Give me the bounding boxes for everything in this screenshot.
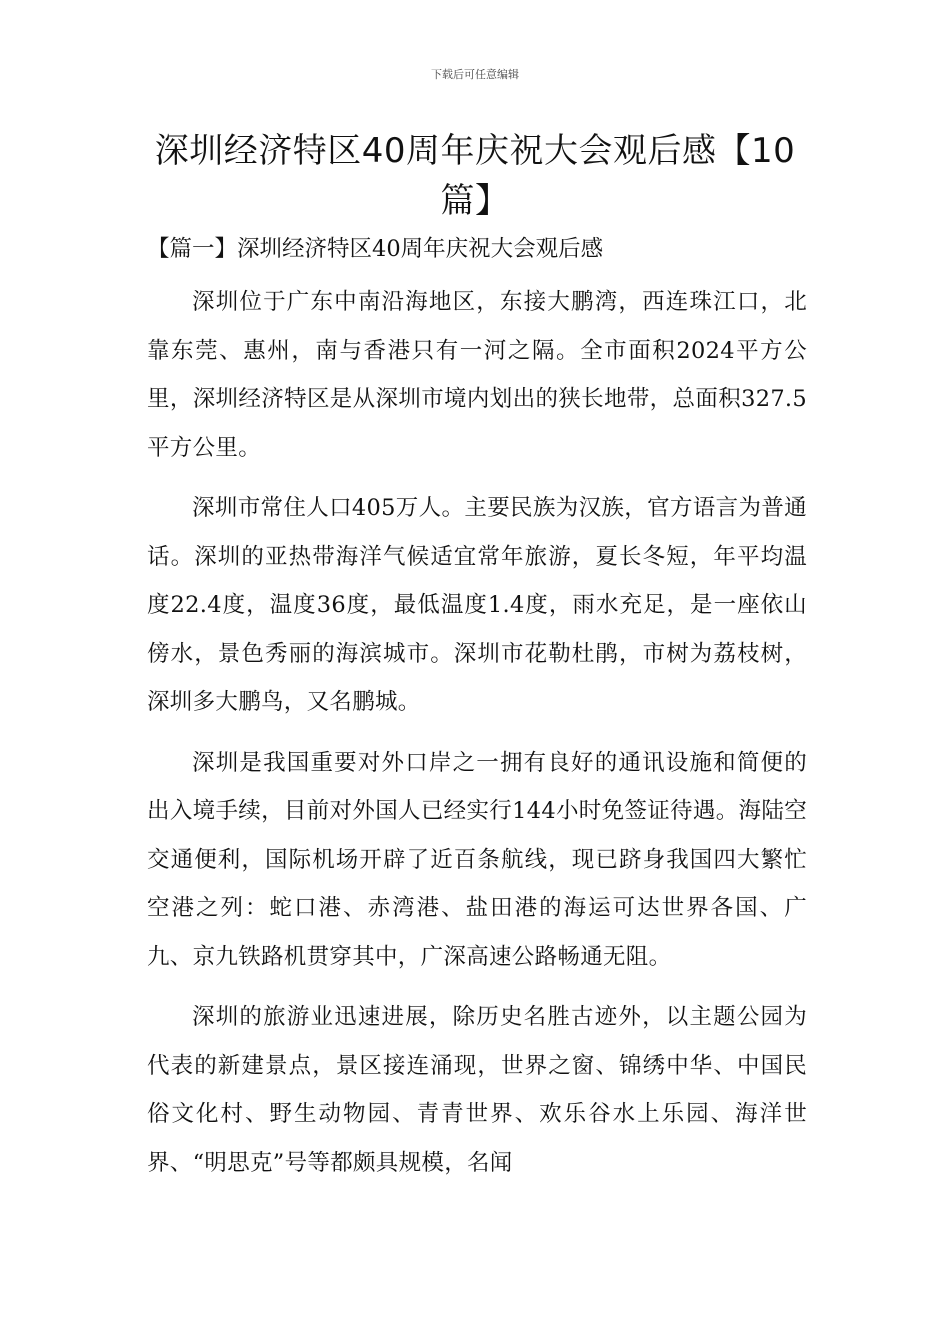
body-text <box>147 278 807 1199</box>
document-title: 深圳经济特区40周年庆祝大会观后感【10篇】 <box>154 131 796 221</box>
paragraph-transport: 深圳是我国重要对外口岸之一拥有良好的通讯设施和简便的出入境手续，目前对外国人已经实行144小时免签证待遇。海陆空交通便利，国际机场开辟了近百条航线，现已跻身我国四大繁忙空港之列：蛇口港、赤湾港、盐田港的海运可达世界各国、广九、京九铁路机贯穿其中，广深高速公路畅通无阻。 <box>147 749 807 970</box>
page-header-note: 下载后可任意编辑 <box>431 68 519 81</box>
section-heading: 【篇一】深圳经济特区40周年庆祝大会观后感 <box>147 236 604 262</box>
paragraph-location: 深圳位于广东中南沿海地区，东接大鹏湾，西连珠江口，北靠东莞、惠州，南与香港只有一河之隔。全市面积2024平方公里，深圳经济特区是从深圳市境内划出的狭长地带，总面积327.5平方公里。 <box>147 289 807 461</box>
paragraph-population-climate: 深圳市常住人口405万人。主要民族为汉族，官方语言为普通话。深圳的亚热带海洋气候适宜常年旅游，夏长冬短，年平均温度22.4度，温度36度，最低温度1.4度，雨水充足，是一座依山傍水，景色秀丽的海滨城市。深圳市花勒杜鹃，市树为荔枝树，深圳多大鹏鸟，又名鹏城。 <box>147 495 807 715</box>
paragraph-tourism: 深圳的旅游业迅速进展，除历史名胜古迹外，以主题公园为代表的新建景点，景区接连涌现，世界之窗、锦绣中华、中国民俗文化村、野生动物园、青青世界、欢乐谷水上乐园、海洋世界、“明思克”号等都颇具规模，名闻 <box>147 1004 807 1176</box>
